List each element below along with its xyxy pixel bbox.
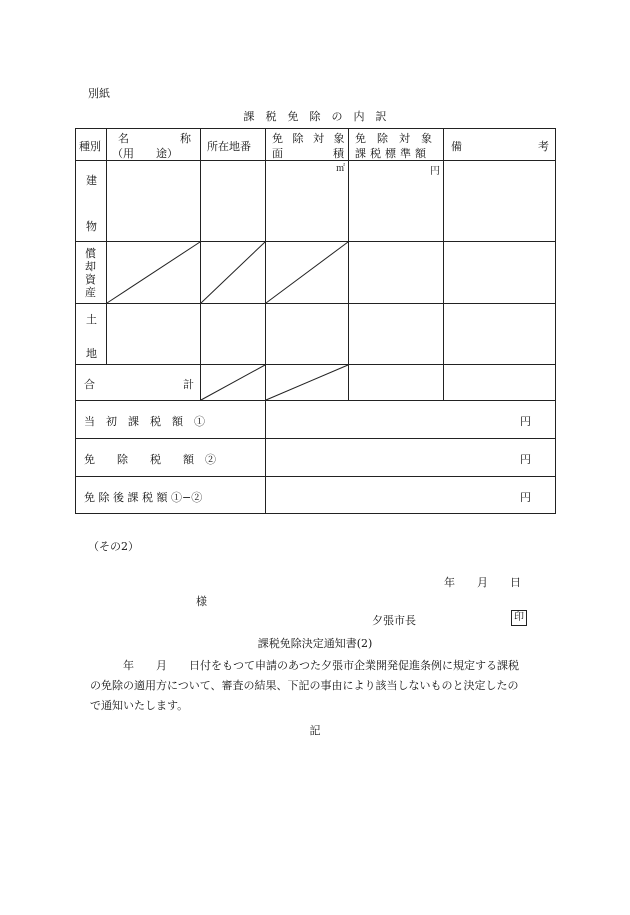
- header-kind: 種別: [79, 140, 101, 153]
- date-line: 年 月 日: [444, 576, 521, 589]
- summary-initial-tax-label: 当 初 課 税 額 ①: [84, 415, 205, 428]
- notice-body-line1: 年 月 日付をもつて申請のあつた夕張市企業開発促進条例に規定する課税: [90, 659, 519, 672]
- seal-mark: 印: [511, 610, 527, 626]
- header-location: 所在地番: [207, 140, 251, 153]
- attachment-label: 別紙: [88, 87, 110, 100]
- header-std-top: 免 除 対 象: [355, 132, 432, 145]
- summary-initial-tax-unit: 円: [520, 415, 531, 428]
- notice-body-line2: の免除の適用方について、審査の結果、下記の事由により該当しないものと決定したの: [90, 679, 519, 692]
- ki-mark: 記: [309, 724, 321, 737]
- part-label: （その2）: [88, 540, 139, 553]
- row-total-left: 合: [84, 378, 95, 391]
- summary-exempt-tax-unit: 円: [520, 453, 531, 466]
- header-area-top: 免 除 対 象: [272, 132, 348, 145]
- header-name-right: 称: [180, 132, 191, 145]
- row-building-bottom: 物: [86, 220, 97, 233]
- header-remarks-right: 考: [538, 140, 549, 153]
- header-remarks-left: 備: [451, 140, 462, 153]
- header-std-bottom: 課税標準額: [355, 147, 430, 160]
- unit-sqm: ㎡: [336, 164, 346, 174]
- row-total-right: 計: [183, 378, 194, 391]
- notice-title: 課税免除決定通知書(2): [257, 637, 373, 650]
- unit-yen-header: 円: [430, 166, 440, 177]
- table-title: 課 税 免 除 の 内 訳: [243, 110, 387, 123]
- row-building-top: 建: [86, 174, 97, 187]
- issuer: 夕張市長: [372, 614, 416, 627]
- header-name-left: 名: [118, 132, 129, 145]
- header-area-left: 面: [272, 147, 283, 160]
- row-land-top: 土: [86, 313, 97, 326]
- row-land-bottom: 地: [86, 347, 97, 360]
- summary-after-exempt-label: 免 除 後 課 税 額 ①−②: [84, 491, 203, 504]
- addressee: 様: [196, 595, 207, 608]
- row-depreciable: 償却資産: [85, 247, 96, 299]
- summary-after-exempt-unit: 円: [520, 491, 531, 504]
- summary-exempt-tax-label: 免 除 税 額 ②: [84, 453, 216, 466]
- header-usage: （用 途）: [112, 147, 178, 160]
- notice-body-line3: で通知いたします。: [90, 699, 189, 712]
- header-area-right: 積: [333, 147, 344, 160]
